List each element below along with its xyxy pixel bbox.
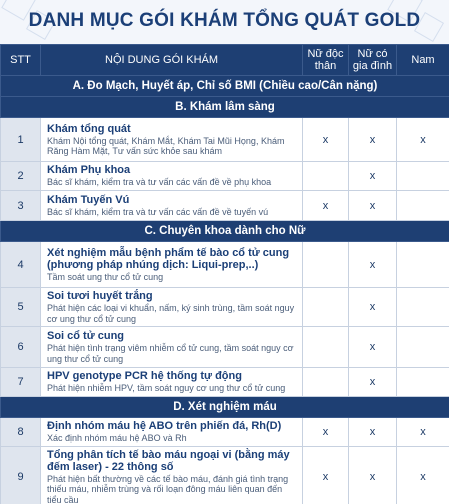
mark-male: x [397, 417, 449, 446]
row-name: Soi tươi huyết trắng [47, 290, 153, 302]
section-row [1, 396, 449, 417]
mark-single-female: x [303, 191, 349, 221]
mark-male: x [397, 118, 449, 162]
row-description: Bác sĩ khám, kiểm tra và tư vấn các vấn đề về phụ khoa [47, 177, 272, 188]
row-description: Xác định nhóm máu hệ ABO và Rh [47, 432, 187, 443]
row-description: Tầm soát ung thư cổ tử cung [47, 271, 164, 282]
table-row [1, 162, 449, 191]
row-name: Khám Phụ khoa [47, 164, 131, 177]
section-title: B. Khám lâm sàng [1, 97, 449, 118]
mark-male [397, 242, 449, 288]
mark-married-female: x [349, 191, 397, 221]
table-row [1, 242, 449, 288]
row-stt: 4 [1, 242, 41, 288]
row-stt: 5 [1, 288, 41, 327]
row-content [41, 162, 303, 191]
row-stt: 7 [1, 368, 41, 397]
mark-single-female [303, 242, 349, 288]
row-content [41, 191, 303, 221]
mark-married-female: x [349, 288, 397, 327]
header-stt: STT [1, 45, 41, 76]
row-stt: 3 [1, 191, 41, 221]
row-content [41, 242, 303, 288]
mark-single-female: x [303, 446, 349, 504]
row-stt: 8 [1, 417, 41, 446]
row-description: Phát hiện tình trạng viêm nhiễm cổ tử cung, tầm soát nguy cơ ung thư cổ tử cung [47, 343, 294, 364]
mark-male [397, 288, 449, 327]
mark-male: x [397, 446, 449, 504]
package-table [0, 44, 449, 504]
mark-single-female [303, 288, 349, 327]
row-content [41, 288, 303, 327]
row-stt: 2 [1, 162, 41, 191]
mark-single-female [303, 368, 349, 397]
row-description: Phát hiện bất thường về các tế bào máu, đánh giá tình trạng thiếu máu, nhiễm trùng và rối loạn đông máu liên quan đến tiểu cầu [47, 473, 289, 504]
header-married-female: Nữ có gia đình [349, 45, 397, 76]
mark-single-female: x [303, 118, 349, 162]
table-row [1, 327, 449, 368]
table-row [1, 446, 449, 504]
row-description: Phát hiện nhiễm HPV, tầm soát nguy cơ ung thư cổ tử cung [47, 383, 286, 393]
row-description: Phát hiện các loại vi khuẩn, nấm, ký sinh trùng, tầm soát nguy cơ ung thư cổ tử cung [47, 303, 295, 324]
section-row [1, 97, 449, 118]
mark-married-female: x [349, 327, 397, 368]
section-title: D. Xét nghiệm máu [1, 396, 449, 417]
row-description: Bác sĩ khám, kiểm tra và tư vấn các vấn đề về tuyến vú [47, 206, 269, 217]
mark-single-female: x [303, 417, 349, 446]
table-row [1, 191, 449, 221]
row-name: Xét nghiệm mẫu bệnh phẩm tế bào cổ tử cung (phương pháp nhúng dịch: Liqui-prep,..) [47, 246, 290, 271]
table-header-row [1, 45, 449, 76]
table-row [1, 118, 449, 162]
row-stt: 9 [1, 446, 41, 504]
row-content [41, 118, 303, 162]
header-male: Nam [397, 45, 449, 76]
table-row [1, 417, 449, 446]
section-row [1, 221, 449, 242]
mark-married-female: x [349, 118, 397, 162]
row-description: Khám Nội tổng quát, Khám Mắt, Khám Tai Mũi Họng, Khám Răng Hàm Mặt, Tư vấn sức khỏe sau khám [47, 135, 285, 156]
mark-male [397, 368, 449, 397]
mark-married-female: x [349, 368, 397, 397]
header-content: NỘI DUNG GÓI KHÁM [41, 45, 303, 76]
mark-single-female [303, 327, 349, 368]
row-name: Soi cổ tử cung [47, 330, 125, 342]
row-name: Khám Tuyến Vú [47, 193, 130, 206]
row-stt: 6 [1, 327, 41, 368]
mark-single-female [303, 162, 349, 191]
header-single-female: Nữ độc thân [303, 45, 349, 76]
mark-married-female: x [349, 417, 397, 446]
page-title: DANH MỤC GÓI KHÁM TỔNG QUÁT GOLD [28, 10, 421, 31]
row-content [41, 446, 303, 504]
row-content [41, 368, 303, 397]
row-name: Khám tổng quát [47, 122, 131, 135]
row-name: Định nhóm máu hệ ABO trên phiến đá, Rh(D) [47, 419, 282, 432]
section-title: C. Chuyên khoa dành cho Nữ [1, 221, 449, 242]
package-table-container [0, 44, 449, 504]
mark-male [397, 162, 449, 191]
row-name: Tổng phân tích tế bào máu ngoại vi (bằng máy đếm laser) - 22 thông số [47, 448, 290, 473]
section-row [1, 76, 449, 97]
row-content [41, 417, 303, 446]
row-stt: 1 [1, 118, 41, 162]
mark-male [397, 191, 449, 221]
title-banner [0, 0, 449, 44]
row-name: HPV genotype PCR hệ thống tự động [47, 370, 242, 382]
section-title: A. Đo Mạch, Huyết áp, Chỉ số BMI (Chiều cao/Cân nặng) [1, 76, 449, 97]
table-row [1, 368, 449, 397]
mark-married-female: x [349, 242, 397, 288]
mark-married-female: x [349, 162, 397, 191]
mark-married-female: x [349, 446, 397, 504]
mark-male [397, 327, 449, 368]
row-content [41, 327, 303, 368]
table-row [1, 288, 449, 327]
